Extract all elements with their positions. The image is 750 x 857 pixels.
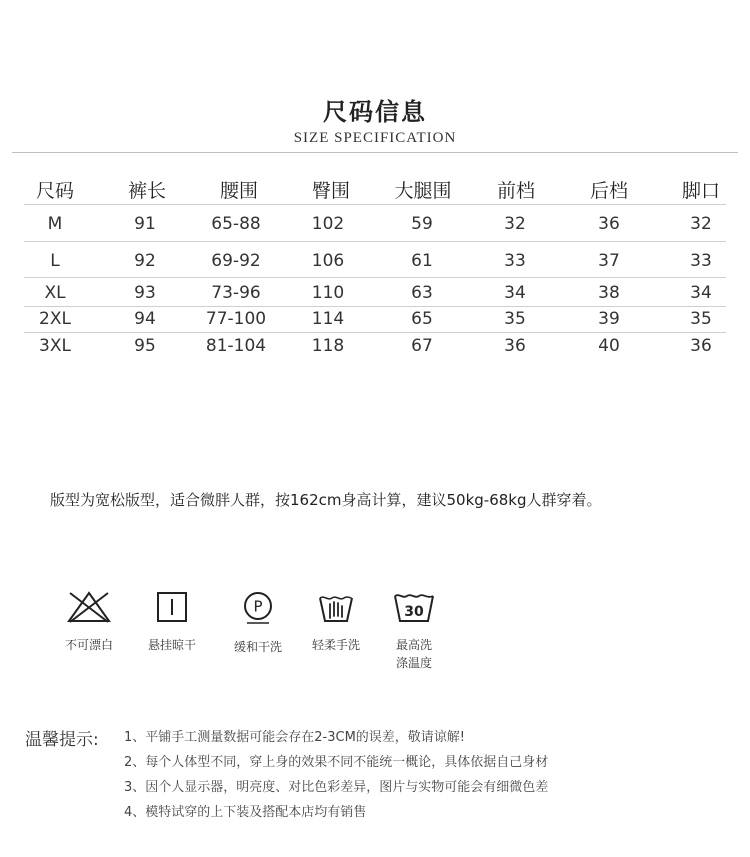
- tip-item: 2、每个人体型不同，穿上身的效果不同不能统一概论，具体依据自己身材: [124, 755, 549, 770]
- table-header-cell: 裤长: [127, 180, 167, 202]
- table-cell: 65-88: [211, 214, 261, 234]
- table-header-cell: 后档: [589, 180, 629, 202]
- care-label-line1: 最高洗: [395, 638, 432, 652]
- table-header-cell: 大腿围: [394, 180, 452, 202]
- table-divider: [24, 332, 726, 333]
- table-cell: 34: [690, 283, 712, 303]
- table-cell: 3XL: [39, 336, 71, 356]
- wash-temp-value: 30: [404, 604, 424, 620]
- page-subtitle: SIZE SPECIFICATION: [293, 130, 457, 146]
- table-cell: M: [47, 214, 63, 234]
- care-label: 轻柔手洗: [311, 638, 360, 652]
- tips-title: 温馨提示:: [25, 730, 99, 750]
- table-header-cell: 脚口: [681, 180, 721, 202]
- table-cell: 63: [411, 283, 433, 303]
- table-cell: 73-96: [211, 283, 261, 303]
- hand-wash-icon: [316, 590, 356, 624]
- table-cell: 35: [504, 309, 526, 329]
- table-cell: XL: [44, 283, 66, 303]
- table-header-cell: 臀围: [311, 180, 351, 202]
- table-cell: 110: [311, 283, 345, 303]
- table-cell: 102: [311, 214, 345, 234]
- table-cell: 40: [598, 336, 620, 356]
- table-cell: 91: [134, 214, 156, 234]
- table-cell: 33: [690, 251, 712, 271]
- table-cell: 114: [311, 309, 345, 329]
- table-cell: 118: [311, 336, 345, 356]
- table-cell: 32: [690, 214, 712, 234]
- table-cell: 37: [598, 251, 620, 271]
- table-cell: 33: [504, 251, 526, 271]
- care-item-dry-clean: [218, 590, 298, 656]
- care-label: 悬挂晾干: [147, 638, 196, 652]
- table-cell: 92: [134, 251, 156, 271]
- table-cell: 106: [311, 251, 345, 271]
- table-cell: 36: [690, 336, 712, 356]
- care-label-line2: 涤温度: [395, 656, 432, 670]
- care-item-no-bleach: [49, 590, 129, 654]
- table-cell: 94: [134, 309, 156, 329]
- care-label: 不可漂白: [64, 638, 113, 652]
- care-label: [374, 636, 454, 672]
- care-item-hang-dry: [132, 590, 212, 654]
- table-header-cell: 腰围: [219, 180, 259, 202]
- table-cell: L: [50, 251, 60, 271]
- no-bleach-icon: [66, 590, 112, 624]
- table-cell: 65: [411, 309, 433, 329]
- table-header-cell: 前档: [496, 180, 536, 202]
- tip-item: 3、因个人显示器，明亮度、对比色彩差异，图片与实物可能会有细微色差: [124, 780, 549, 795]
- table-cell: 32: [504, 214, 526, 234]
- page-title: 尺码信息: [323, 97, 427, 126]
- table-cell: 69-92: [211, 251, 261, 271]
- table-cell: 61: [411, 251, 433, 271]
- table-cell: 39: [598, 309, 620, 329]
- wash-temp-icon: [392, 590, 436, 624]
- table-cell: 36: [598, 214, 620, 234]
- table-divider: [24, 241, 726, 242]
- tip-item: 4、模特试穿的上下装及搭配本店均有销售: [124, 805, 367, 820]
- table-cell: 81-104: [205, 336, 267, 356]
- fit-note: 版型为宽松版型，适合微胖人群，按162cm身高计算，建议50kg-68kg人群穿着。: [50, 491, 602, 509]
- table-cell: 36: [504, 336, 526, 356]
- table-divider: [24, 204, 726, 205]
- table-cell: 67: [411, 336, 433, 356]
- tip-item: 1、平铺手工测量数据可能会存在2-3CM的误差，敬请谅解!: [124, 730, 466, 745]
- table-cell: 34: [504, 283, 526, 303]
- svg-text:P: P: [253, 597, 263, 616]
- hang-dry-icon: [155, 590, 189, 624]
- care-item-wash-temp: [374, 590, 454, 672]
- care-item-hand-wash: [296, 590, 376, 654]
- table-divider: [24, 277, 726, 278]
- care-label: 缓和干洗: [233, 640, 282, 654]
- table-cell: 2XL: [39, 309, 71, 329]
- table-cell: 77-100: [205, 309, 267, 329]
- table-cell: 93: [134, 283, 156, 303]
- table-cell: 35: [690, 309, 712, 329]
- title-divider: [12, 152, 738, 153]
- table-header-cell: 尺码: [35, 180, 75, 202]
- dry-clean-icon: [240, 590, 276, 626]
- table-cell: 59: [411, 214, 433, 234]
- table-cell: 38: [598, 283, 620, 303]
- table-divider: [24, 306, 726, 307]
- table-cell: 95: [134, 336, 156, 356]
